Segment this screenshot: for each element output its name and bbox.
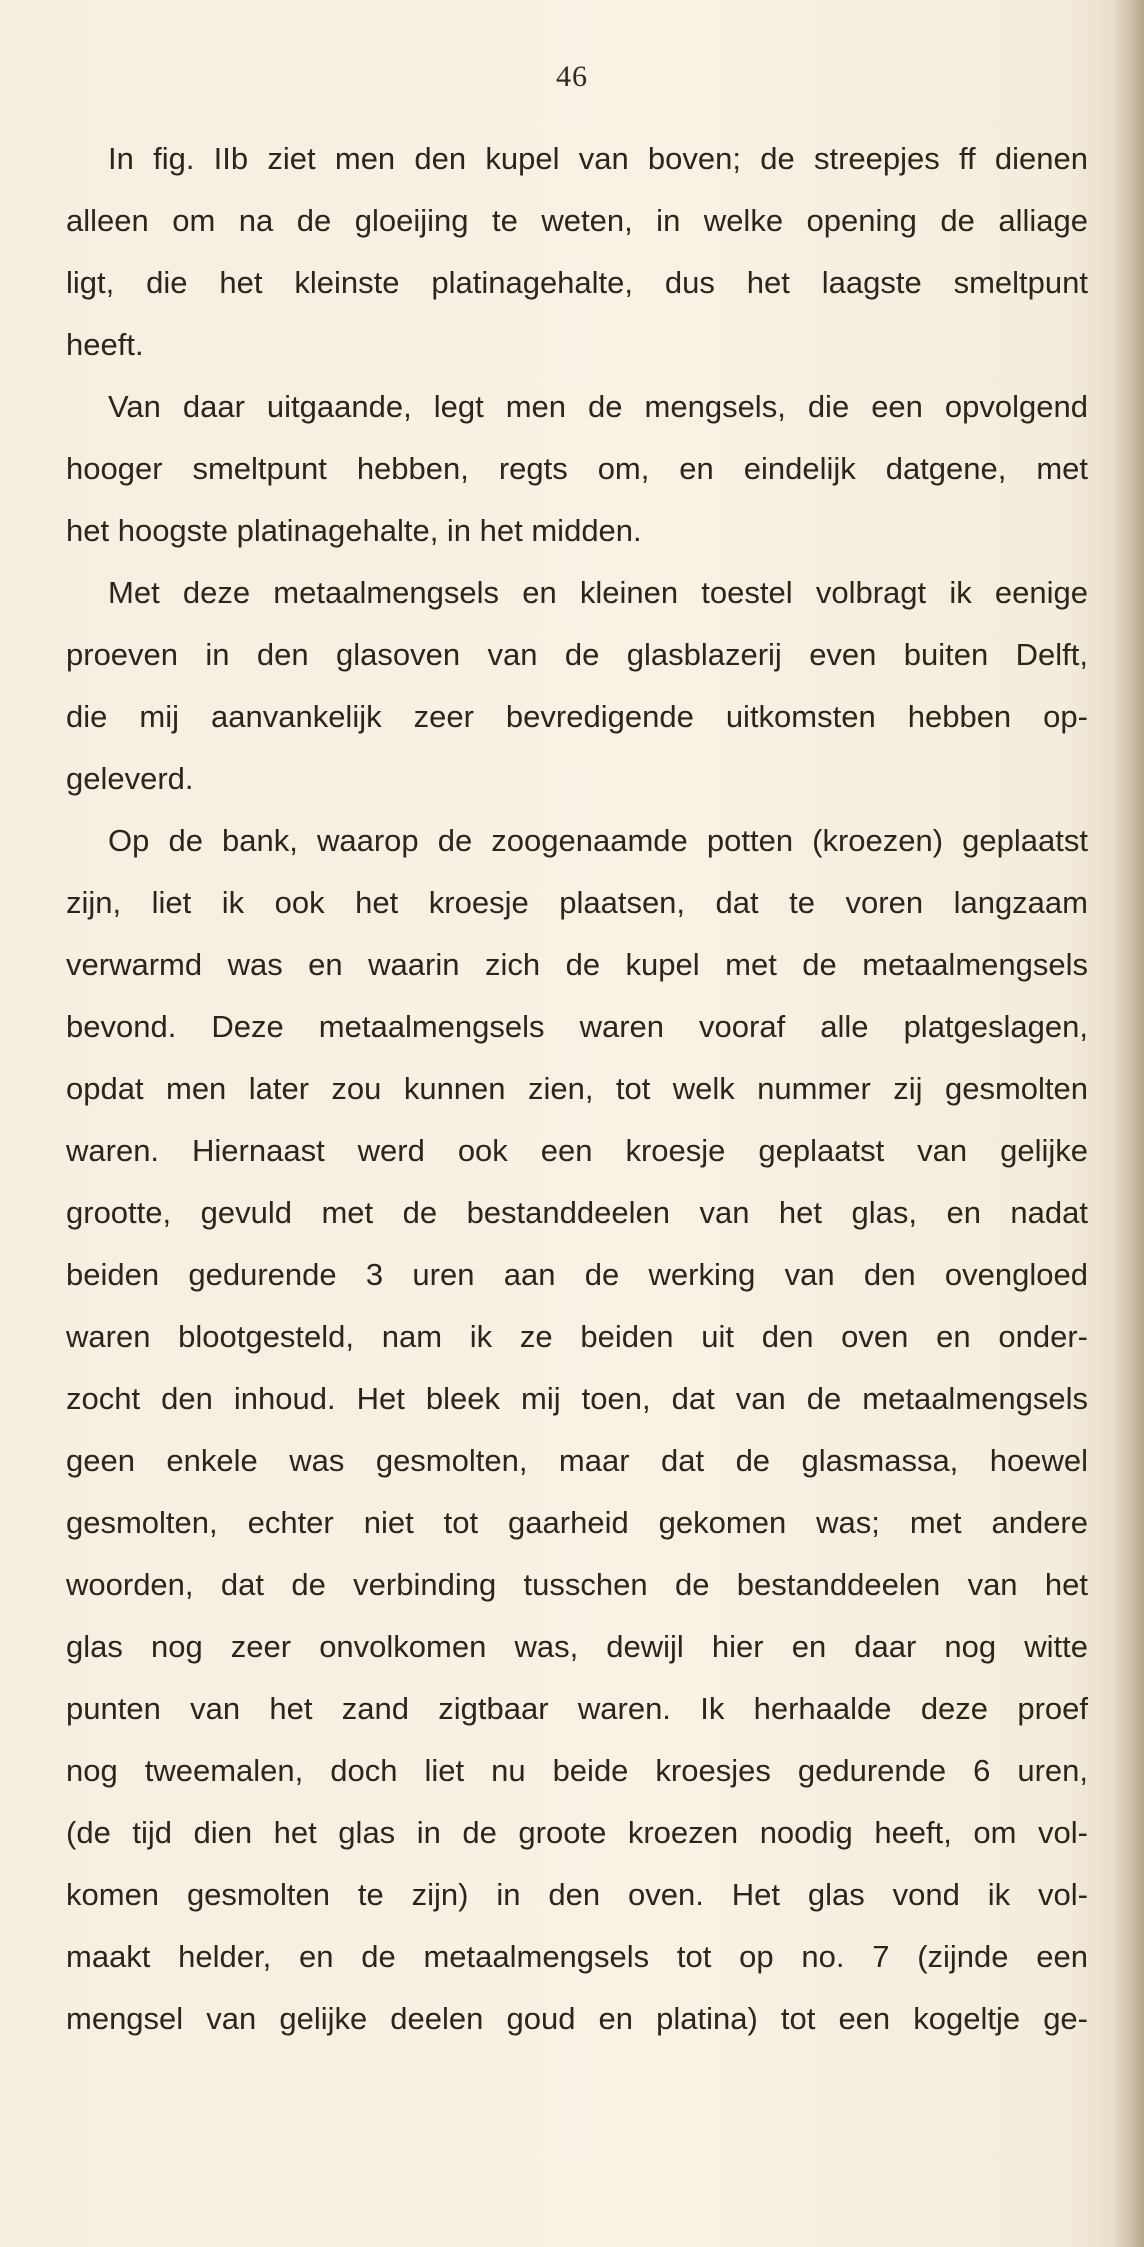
text-line: punten van het zand zigtbaar waren. Ik herhaalde deze proef bbox=[66, 1691, 1088, 1726]
text-line: bevond. Deze metaalmengsels waren vooraf alle platgeslagen, bbox=[66, 1009, 1088, 1044]
text-line: waren blootgesteld, nam ik ze beiden uit den oven en onder- bbox=[66, 1319, 1088, 1354]
text-line: nog tweemalen, doch liet nu beide kroesjes gedurende 6 uren, bbox=[66, 1753, 1088, 1788]
body-text bbox=[66, 128, 1088, 2050]
text-line: waren. Hiernaast werd ook een kroesje geplaatst van gelijke bbox=[66, 1133, 1088, 1168]
text-line: hooger smeltpunt hebben, regts om, en eindelijk datgene, met bbox=[66, 451, 1088, 486]
text-line: gesmolten, echter niet tot gaarheid gekomen was; met andere bbox=[66, 1505, 1088, 1540]
text-line: opdat men later zou kunnen zien, tot welk nummer zij gesmolten bbox=[66, 1071, 1088, 1106]
text-line: geleverd. bbox=[66, 761, 194, 796]
text-line: Van daar uitgaande, legt men de mengsels, die een opvolgend bbox=[108, 389, 1088, 424]
text-line: zijn, liet ik ook het kroesje plaatsen, dat te voren langzaam bbox=[66, 885, 1088, 920]
text-line: komen gesmolten te zijn) in den oven. Het glas vond ik vol- bbox=[66, 1877, 1088, 1912]
text-line: glas nog zeer onvolkomen was, dewijl hier en daar nog witte bbox=[66, 1629, 1088, 1664]
text-line: die mij aanvankelijk zeer bevredigende uitkomsten hebben op- bbox=[66, 699, 1088, 734]
text-line: zocht den inhoud. Het bleek mij toen, dat van de metaalmengsels bbox=[66, 1381, 1088, 1416]
text-line: alleen om na de gloeijing te weten, in welke opening de alliage bbox=[66, 203, 1088, 238]
text-line: heeft. bbox=[66, 327, 144, 362]
text-line: (de tijd dien het glas in de groote kroezen noodig heeft, om vol- bbox=[66, 1815, 1088, 1850]
text-line: het hoogste platinagehalte, in het midden. bbox=[66, 513, 642, 548]
text-line: Op de bank, waarop de zoogenaamde potten (kroezen) geplaatst bbox=[108, 823, 1088, 858]
page-number: 46 bbox=[556, 60, 588, 93]
text-line: In fig. IIb ziet men den kupel van boven; de streepjes ff dienen bbox=[108, 141, 1088, 176]
text-line: proeven in den glasoven van de glasblazerij even buiten Delft, bbox=[66, 637, 1088, 672]
text-line: grootte, gevuld met de bestanddeelen van het glas, en nadat bbox=[66, 1195, 1088, 1230]
text-line: maakt helder, en de metaalmengsels tot op no. 7 (zijnde een bbox=[66, 1939, 1088, 1974]
text-line: beiden gedurende 3 uren aan de werking van den ovengloed bbox=[66, 1257, 1088, 1292]
text-line: mengsel van gelijke deelen goud en platina) tot een kogeltje ge- bbox=[66, 2001, 1088, 2036]
text-line: ligt, die het kleinste platinagehalte, dus het laagste smeltpunt bbox=[66, 265, 1088, 300]
text-line: geen enkele was gesmolten, maar dat de glasmassa, hoewel bbox=[66, 1443, 1088, 1478]
page-edge-shadow bbox=[1114, 0, 1144, 2247]
text-line: Met deze metaalmengsels en kleinen toestel volbragt ik eenige bbox=[108, 575, 1088, 610]
text-line: woorden, dat de verbinding tusschen de bestanddeelen van het bbox=[66, 1567, 1088, 1602]
text-line: verwarmd was en waarin zich de kupel met de metaalmengsels bbox=[66, 947, 1088, 982]
